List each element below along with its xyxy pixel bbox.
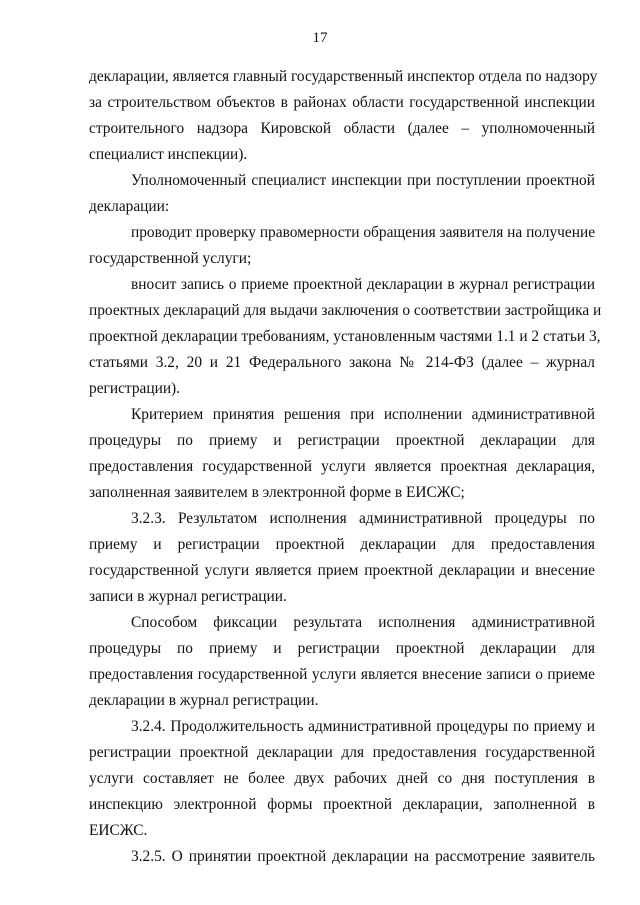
text-line: Уполномоченный специалист инспекции при поступлении проектной	[131, 172, 595, 189]
text-line: декларации в журнал регистрации.	[89, 692, 319, 709]
text-line: декларации, является главный государственный инспектор отдела по надзору	[89, 68, 598, 85]
text-line: вносит запись о приеме проектной декларации в журнал регистрации	[131, 276, 595, 293]
text-line: проектной декларации требованиям, установленным частями 1.1 и 2 статьи 3,	[89, 328, 601, 345]
text-line: государственной услуги является прием проектной декларации и внесение	[89, 562, 595, 579]
text-line: 3.2.3. Результатом исполнения административной процедуры по	[131, 510, 595, 527]
text-line: приему и регистрации проектной декларации для предоставления	[89, 536, 595, 553]
text-line: Критерием принятия решения при исполнении административной	[131, 406, 595, 423]
text-line: предоставления государственной услуги является внесение записи о приеме	[89, 666, 595, 683]
text-line: декларации:	[89, 198, 170, 215]
text-line: записи в журнал регистрации.	[89, 588, 287, 605]
text-line: проводит проверку правомерности обращения заявителя на получение	[131, 224, 596, 241]
text-line: специалист инспекции).	[89, 146, 248, 163]
text-line: за строительством объектов в районах области государственной инспекции	[89, 94, 595, 111]
text-line: процедуры по приему и регистрации проектной декларации для	[89, 640, 595, 657]
text-line: строительного надзора Кировской области (далее – уполномоченный	[89, 120, 595, 137]
text-line: заполненная заявителем в электронной форме в ЕИСЖС;	[89, 484, 465, 501]
text-line: инспекцию электронной формы проектной декларации, заполненной в	[89, 796, 595, 813]
text-line: предоставления государственной услуги является проектная декларация,	[89, 458, 595, 475]
page-number: 17	[312, 30, 328, 46]
text-line: проектных деклараций для выдачи заключения о соответствии застройщика и	[89, 302, 602, 319]
text-line: ЕИСЖС.	[89, 822, 148, 839]
text-line: регистрации).	[89, 380, 181, 397]
text-line: государственной услуги;	[89, 250, 252, 267]
text-line: процедуры по приему и регистрации проектной декларации для	[89, 432, 595, 449]
text-line: Способом фиксации результата исполнения административной	[131, 614, 595, 631]
text-line: услуги составляет не более двух рабочих дней со дня поступления в	[89, 770, 595, 787]
text-line: 3.2.5. О принятии проектной декларации на рассмотрение заявитель	[131, 848, 595, 865]
text-line: регистрации проектной декларации для предоставления государственной	[89, 744, 595, 761]
text-line: статьями 3.2, 20 и 21 Федерального закона № 214-ФЗ (далее – журнал	[89, 354, 595, 371]
text-line: 3.2.4. Продолжительность административной процедуры по приему и	[131, 718, 595, 735]
